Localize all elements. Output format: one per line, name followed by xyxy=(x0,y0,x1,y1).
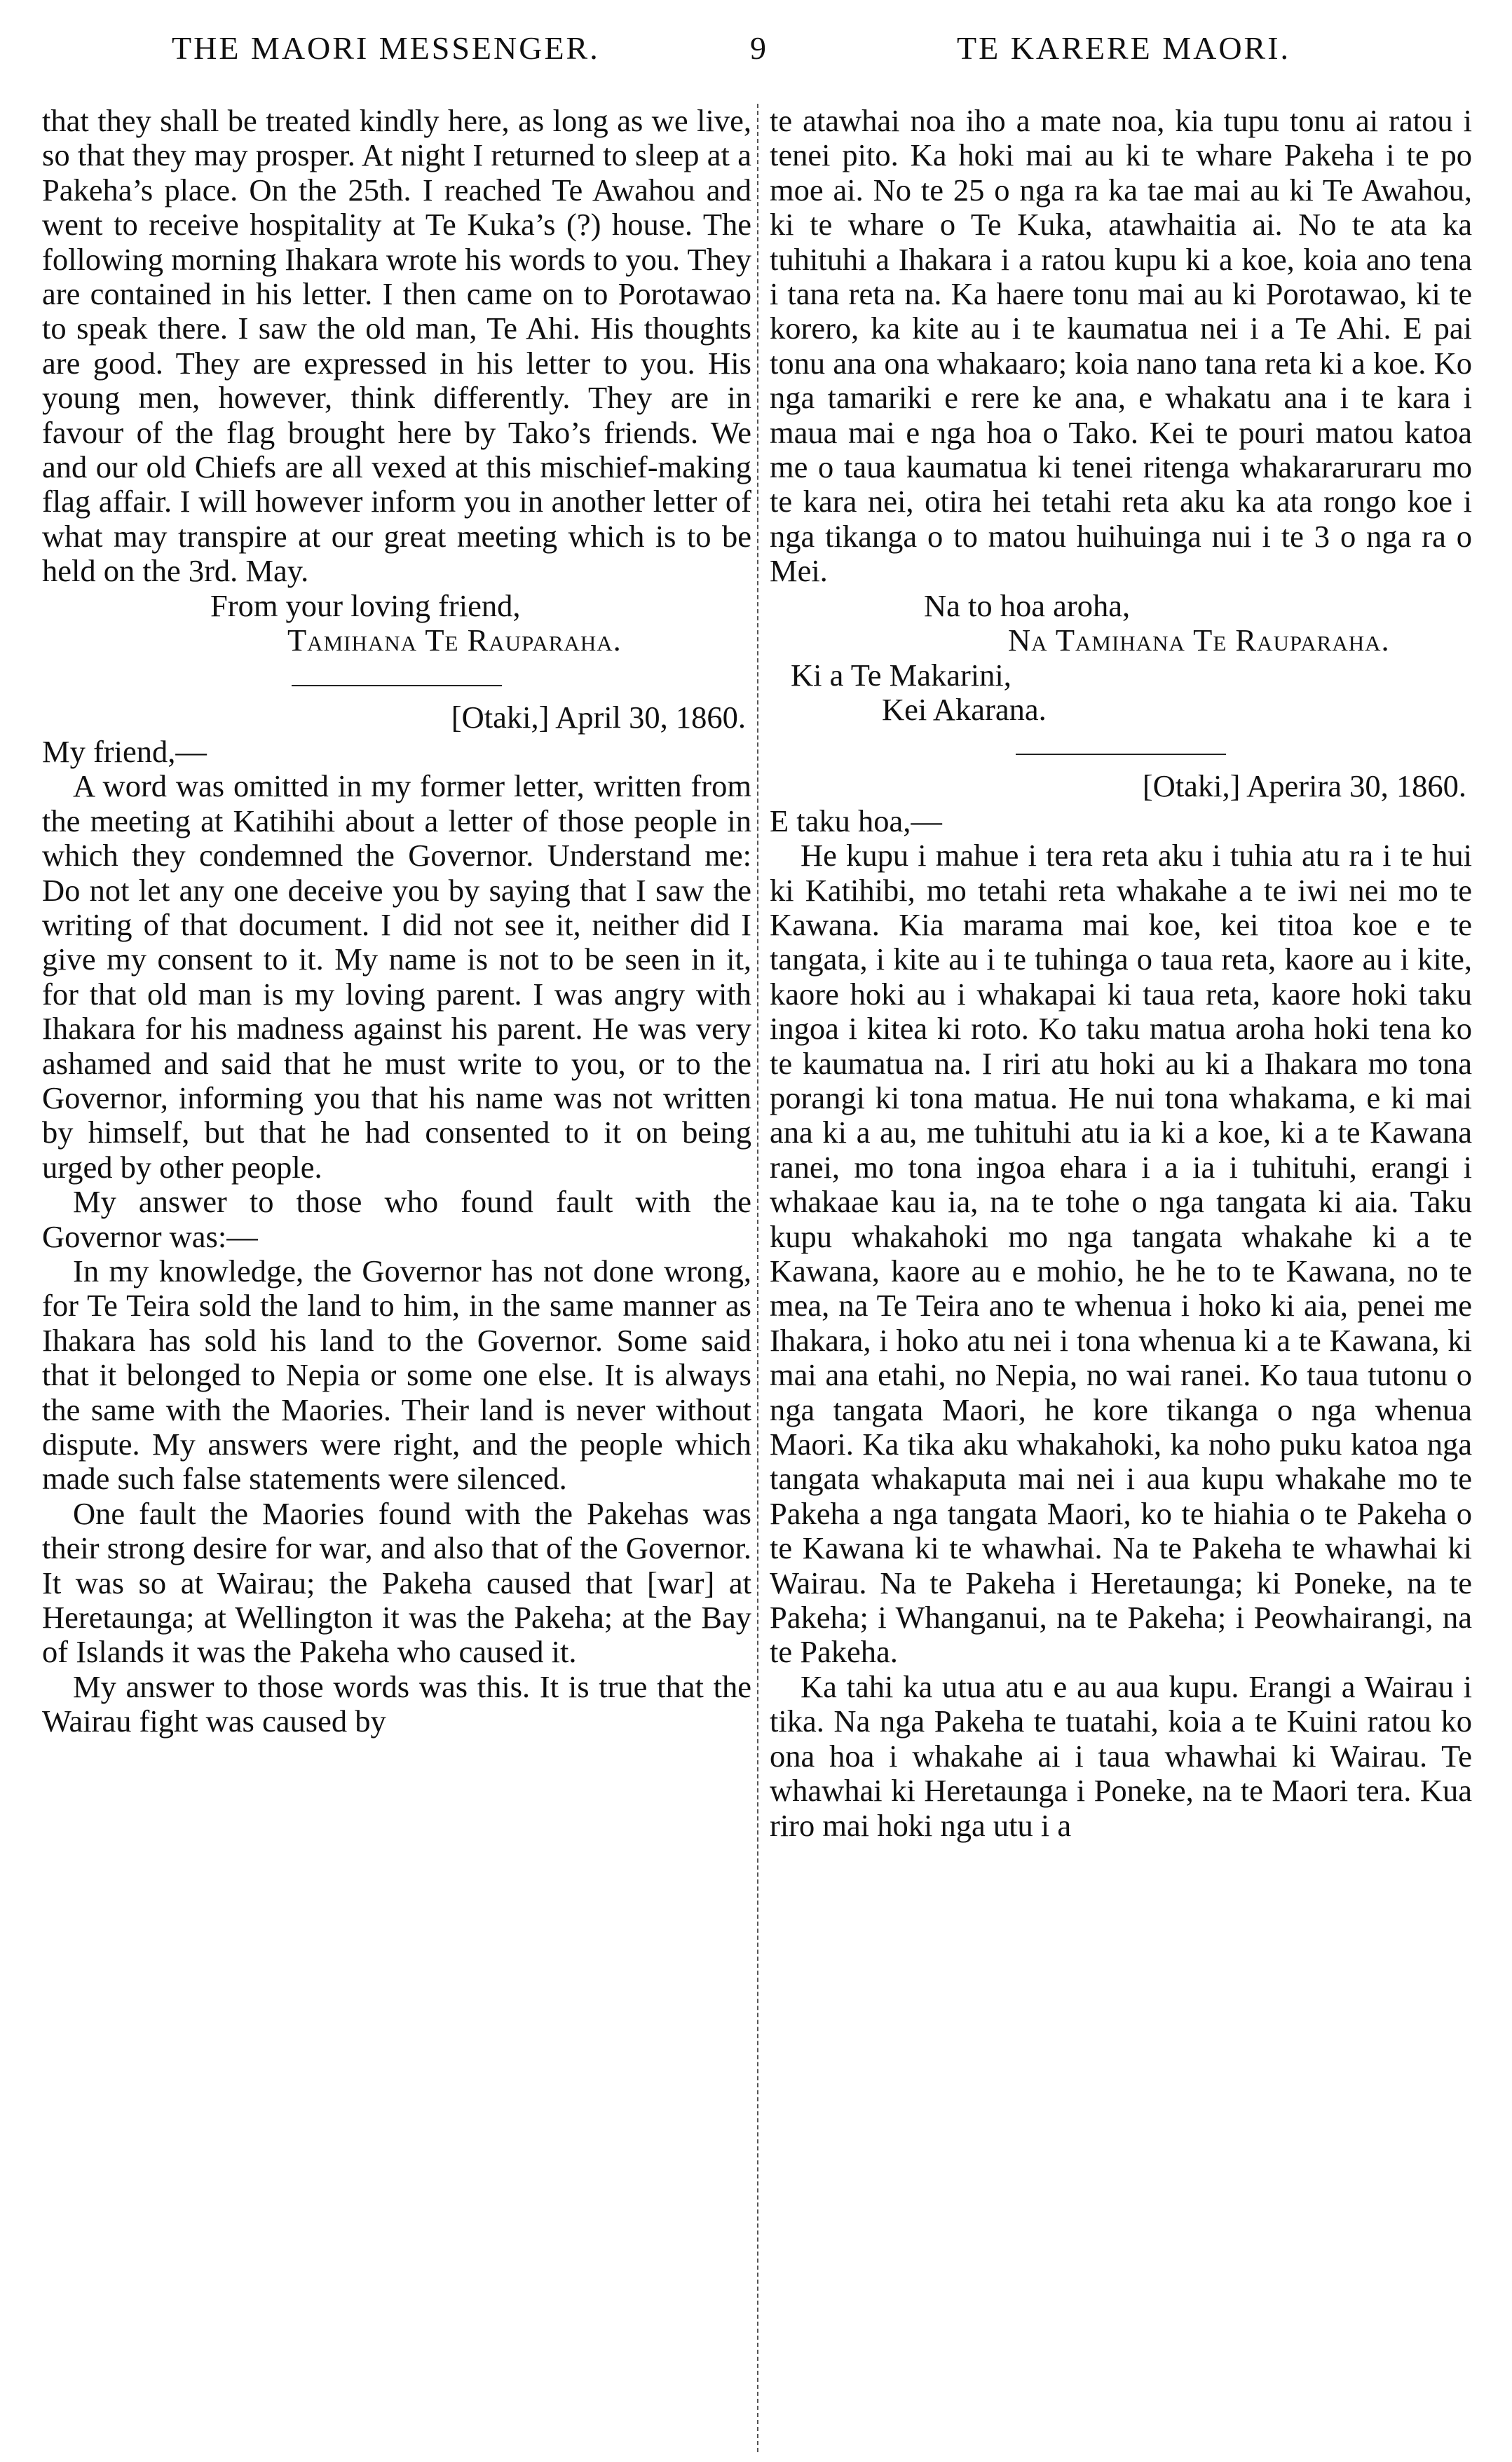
en-paragraph: In my knowledge, the Governor has not done wrong, for Te Teira sold the land to him, in the same manner as Ihakara has sold his land to the Governor. Some said that it belonged to Nepia or some one else. It is always the same with the Maories. Their land is never without dispute. My answers were right, and the people which made such false statements were silenced. xyxy=(42,1253,751,1497)
english-column xyxy=(42,104,751,1739)
en-paragraph: One fault the Maories found with the Pakehas was their strong desire for war, and also that of the Governor. It was so at Wairau; the Pakeha caused that [war] at Heretaunga; at Wellington it was the Pakeha; at the Bay of Islands it was the Pakeha who caused it. xyxy=(42,1495,751,1670)
column-divider xyxy=(757,104,758,2452)
en-salutation: My friend,— xyxy=(42,733,207,769)
mi-date: [Otaki,] Aperira 30, 1860. xyxy=(1142,768,1466,804)
section-rule xyxy=(292,685,502,696)
en-paragraph: A word was omitted in my former letter, written from the meeting at Katihihi about a letter of those people in which they condemned the Governor. Understand me: Do not let any one deceive you by saying that I saw the writing of that document. I did not see it, neither did I give my consent to it. My name is not to be seen in it, for that old man is my loving parent. I was angry with Ihakara for his madness against his parent. He was very ashamed and said that he must write to you, or to the Governor, informing you that his name was not written by himself, but that he had consented to it on being urged by other people. xyxy=(42,768,751,1185)
maori-column xyxy=(770,104,1472,1843)
en-signature: Tamihana Te Rauparaha. xyxy=(287,623,622,658)
en-paragraph: My answer to those words was this. It is true that the Wairau fight was caused by xyxy=(42,1668,751,1739)
en-date: [Otaki,] April 30, 1860. xyxy=(451,699,746,735)
en-paragraph: My answer to those who found fault with the Governor was:— xyxy=(42,1184,751,1254)
mi-address-line1: Ki a Te Makarini, xyxy=(791,657,1012,693)
mi-salutation: E taku hoa,— xyxy=(770,803,942,838)
mi-signature: Na Tamihana Te Rauparaha. xyxy=(1008,623,1390,658)
running-head-english: THE MAORI MESSENGER. xyxy=(172,30,600,66)
mi-address-line2: Kei Akarana. xyxy=(882,691,1047,727)
en-letter1-paragraph: that they shall be treated kindly here, as long as we live, so that they may prosper. At night I returned to sleep at a Pakeha’s place. On the 25th. I reached Te Awahou and went to receive hospitality at Te Kuka’s (?) house. The following morning Ihakara wrote his words to you. They are contained in his letter. I then came on to Porotawao to speak there. I saw the old man, Te Ahi. His thoughts are good. They are expressed in his letter to you. His young men, however, think differently. They are in favour of the flag brought here by Tako’s friends. We and our old Chiefs are all vexed at this mischief-making flag affair. I will however inform you in another letter of what may transpire at our great meeting which is to be held on the 3rd. May. xyxy=(42,103,751,589)
section-rule xyxy=(1016,754,1226,765)
running-head-maori: TE KARERE MAORI. xyxy=(957,30,1291,66)
page-number: 9 xyxy=(750,30,768,66)
mi-paragraph: Ka tahi ka utua atu e au aua kupu. Erangi a Wairau i tika. Na nga Pakeha te tuatahi, koia a te Kuini ratou ko ona hoa i whakahe ai i taua whawhai ki Wairau. Te whawhai ki Heretaunga i Poneke, na te Maori tera. Kua riro mai hoki nga utu i a xyxy=(770,1668,1472,1843)
mi-paragraph: He kupu i mahue i tera reta aku i tuhia atu ra i te hui ki Katihibi, mo tetahi reta whakahe a te iwi nei mo te Kawana. Kia marama mai koe, kei titoa koe e te tangata, i kite au i te tuhinga o taua reta, kaore au i kite, kaore hoki au i whakapai ki taua reta, kaore hoki taku ingoa i kitea ki roto. Ko taku matua aroha hoki tena ko te kaumatua na. I riri atu hoki au ki a Ihakara mo tona porangi ki tona matua. He nui tona whakama, e ki mai ana ki a au, me tuhituhi atu ia ki a koe, ki a te Kawana ranei, mo tona ingoa ehara i a ia i tuhituhi, erangi i whakaae kau ia, na te tohe o nga tangata ki aia. Taku kupu whakahoki mo nga tangata whakahe ki a te Kawana, kaore au e mohio, he he to te Kawana, no te mea, na Te Teira ano te whenua i hoko ki aia, penei me Ihakara, i hoko atu nei i tona whenua ki a te Kawana, ki mai ana etahi, no Nepia, no wai ranei. Ko taua tutonu o nga tangata Maori, he kore tikanga o nga whenua Maori. Ka tika aku whakahoki, ka noho puku katoa nga tangata whakaputa mai nei i aua kupu whakahe mo te Pakeha a nga tangata Maori, ko te hiahia o te Pakeha o te Kawana ki te whawhai. Na te Pakeha te whawhai ki Wairau. Na te Pakeha i Heretaunga; ki Poneke, na te Pakeha; i Whanganui, na te Pakeha; i Peowhairangi, na te Pakeha. xyxy=(770,838,1472,1670)
mi-closing: Na to hoa aroha, xyxy=(924,587,1131,623)
mi-letter1-paragraph: te atawhai noa iho a mate noa, kia tupu tonu ai ratou i tenei pito. Ka hoki mai au ki te whare Pakeha i te po moe ai. No te 25 o nga ra ka tae mai au ki Te Awahou, ki te whare o Te Kuka, atawhaitia ai. No te ata ka tuhituhi a Ihakara i a ratou kupu ki a koe, koia ano tena i tana reta na. Ka haere tonu mai au ki Porotawao, ki te korero, ka kite au i te kaumatua nei i a Te Ahi. E pai tonu ana ona whakaaro; koia nano tana reta ki a koe. Ko nga tamariki e rere ke ana, e whakatu ana i te kara i maua mai e nga hoa o Tako. Kei te pouri matou katoa me o taua kaumatua ki tenei ritenga whakararuraru mo te kara nei, otira hei tetahi reta aku ka ata rongo koe i nga tikanga o to matou huihuinga nui i te 3 o nga ra o Mei. xyxy=(770,103,1472,589)
en-closing: From your loving friend, xyxy=(210,587,521,623)
